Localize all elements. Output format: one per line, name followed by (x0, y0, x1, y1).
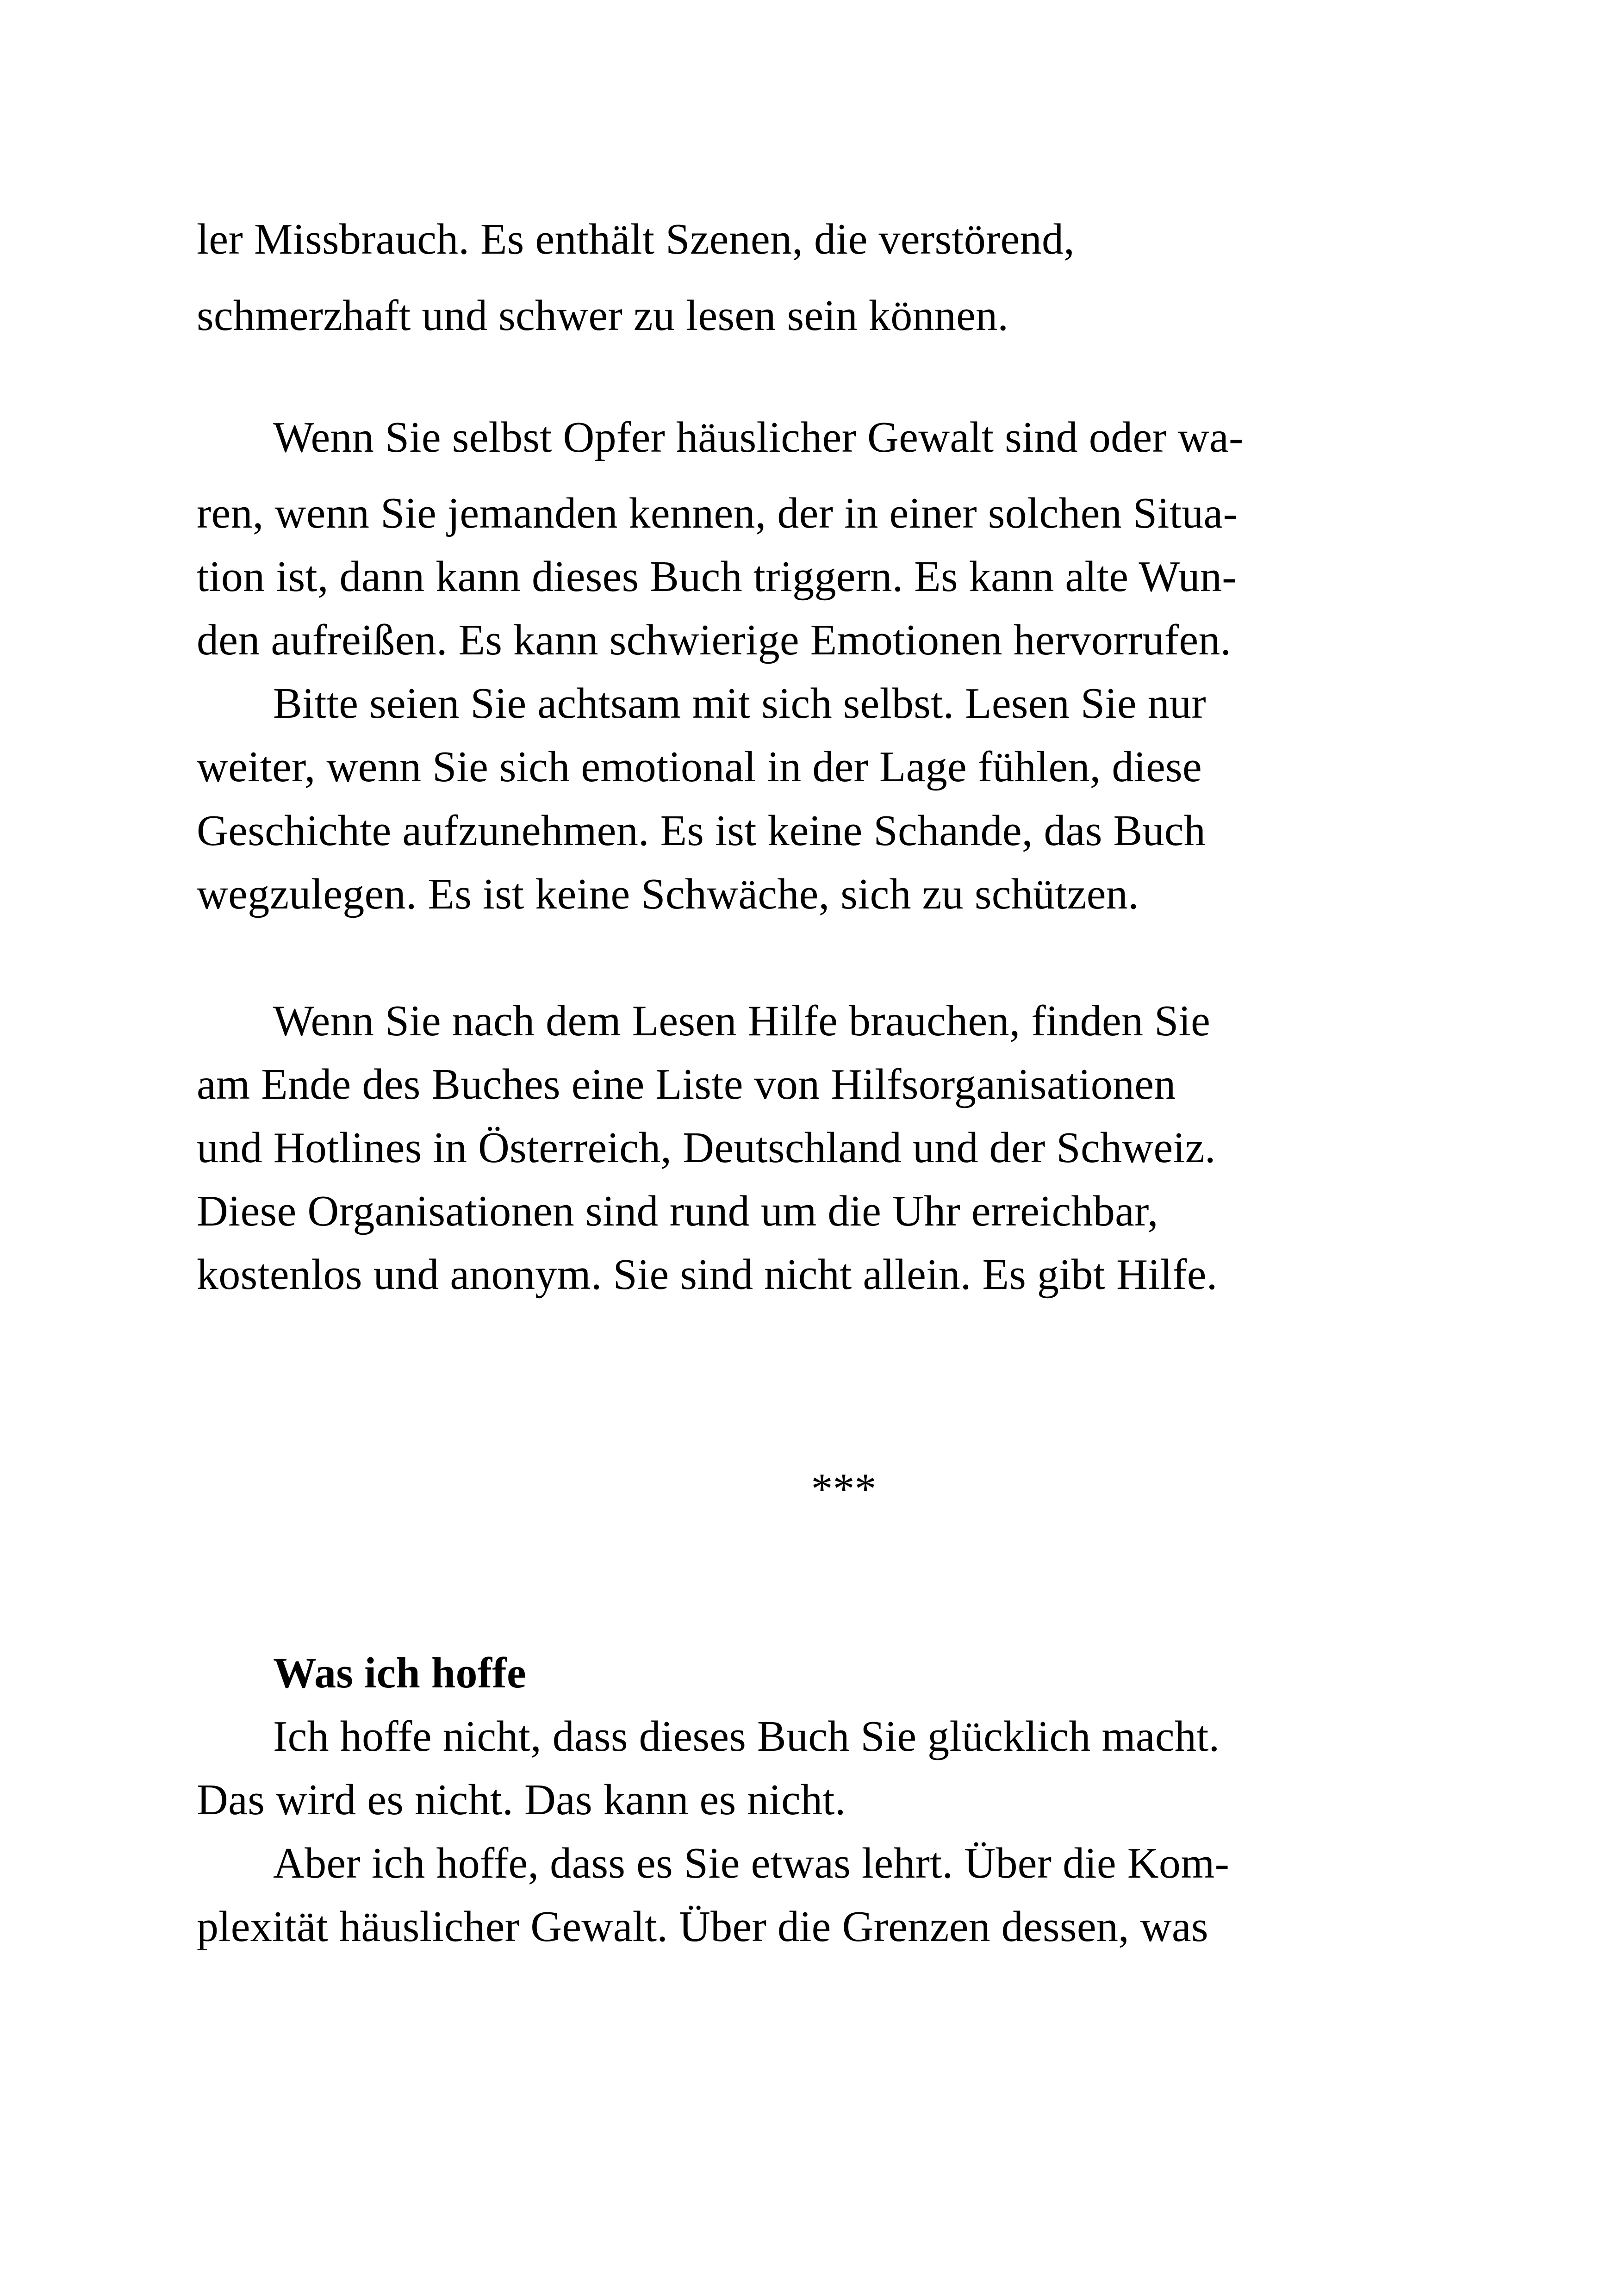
section-heading: Was ich hoffe (273, 1649, 527, 1697)
text-line: ler Missbrauch. Es enthält Szenen, die verstörend, (197, 215, 1075, 263)
text-line: und Hotlines in Österreich, Deutschland und der Schweiz. (197, 1124, 1216, 1172)
text-line: plexität häuslicher Gewalt. Über die Grenzen dessen, was (197, 1903, 1208, 1951)
text-line: kostenlos und anonym. Sie sind nicht allein. Es gibt Hilfe. (197, 1251, 1218, 1299)
text-line: den aufreißen. Es kann schwierige Emotionen hervorrufen. (197, 616, 1232, 664)
text-line: Das wird es nicht. Das kann es nicht. (197, 1776, 846, 1824)
paragraph-first-line: Wenn Sie nach dem Lesen Hilfe brauchen, finden Sie (273, 997, 1211, 1045)
text-line: Diese Organisationen sind rund um die Uhr erreichbar, (197, 1187, 1158, 1235)
text-line: Geschichte aufzunehmen. Es ist keine Schande, das Buch (197, 807, 1206, 855)
text-line: schmerzhaft und schwer zu lesen sein können. (197, 292, 1009, 340)
section-separator: *** (811, 1465, 877, 1513)
paragraph-first-line: Wenn Sie selbst Opfer häuslicher Gewalt sind oder wa- (273, 413, 1244, 461)
paragraph-first-line: Ich hoffe nicht, dass dieses Buch Sie glücklich macht. (273, 1712, 1220, 1761)
text-line: tion ist, dann kann dieses Buch triggern. Es kann alte Wun- (197, 553, 1237, 601)
text-line: am Ende des Buches eine Liste von Hilfsorganisationen (197, 1060, 1176, 1108)
text-line: ren, wenn Sie jemanden kennen, der in einer solchen Situa- (197, 489, 1238, 537)
text-line: weiter, wenn Sie sich emotional in der Lage fühlen, diese (197, 743, 1202, 791)
text-line: wegzulegen. Es ist keine Schwäche, sich zu schützen. (197, 870, 1139, 918)
paragraph-first-line: Aber ich hoffe, dass es Sie etwas lehrt. Über die Kom- (273, 1839, 1230, 1887)
paragraph-first-line: Bitte seien Sie achtsam mit sich selbst. Lesen Sie nur (273, 679, 1206, 728)
